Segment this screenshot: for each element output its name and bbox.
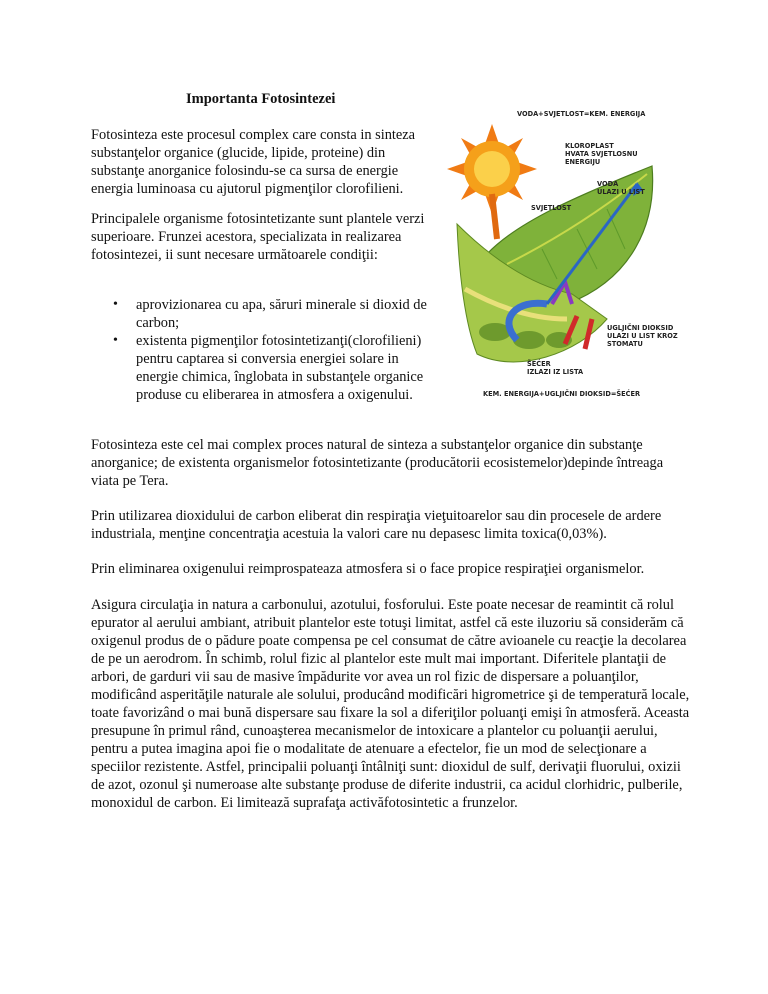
document-title: Importanta Fotosintezei <box>186 91 336 107</box>
diagram-footer: KEM. ENERGIJA+UGLJIČNI DIOKSID=ŠEĆER <box>483 390 641 398</box>
water-label: VODA <box>597 180 619 188</box>
diagram-svg <box>447 104 679 404</box>
organisms-paragraph: Principalele organisme fotosintetizante sunt plantele verzi superioare. Frunzei acestora, specializata in realizarea fotosintezei, ii sunt necesare următoarele condiţii: <box>91 211 425 263</box>
list-item: • aprovizionarea cu apa, săruri minerale si dioxid de carbon; <box>91 296 439 332</box>
photosynthesis-diagram <box>447 104 679 404</box>
sugar-label: IZLAZI IZ LISTA <box>527 368 584 376</box>
chloroplast-label: ENERGIJU <box>565 158 601 166</box>
chloroplast-label: KLOROPLAST <box>565 142 614 150</box>
diagram-header: VODA+SVJETLOST=KEM. ENERGIJA <box>517 110 646 118</box>
conditions-list <box>91 296 439 404</box>
sugar-label: ŠEĆER <box>527 360 551 368</box>
co2-label: STOMATU <box>607 340 643 348</box>
list-item: • existenta pigmenţilor fotosintetizanţi(clorofilieni) pentru captarea si conversia energiei solare in energie chimica, înglobata in substanţele organice produse cu eliberarea in atmosfera a oxigenului. <box>91 332 439 404</box>
carbon-dioxide-paragraph: Prin utilizarea dioxidului de carbon eliberat din respiraţia vieţuitoarelor sau din procesele de ardere industriala, menţine concentraţia acestuia la valori care nu depasesc limita toxica(0,03%). <box>91 508 662 542</box>
complex-process-paragraph: Fotosinteza este cel mai complex proces natural de sinteza a substanţelor organice din substanţe anorganice; de existenta organismelor fotosintetizante (producătorii ecosistemelor)depinde întreaga viata pe Tera. <box>91 437 664 489</box>
co2-label: ULAZI U LIST KROZ <box>607 332 678 340</box>
intro-paragraph: Fotosinteza este procesul complex care consta in sinteza substanţelor organice (glucide, lipide, proteine) din substanţe anorganice folosindu-se ca sursa de energie energia luminoasa cu ajutorul pigmenţilor clorofilieni. <box>91 127 416 197</box>
light-label: SVJETLOST <box>531 204 572 212</box>
water-label: ULAZI U LIST <box>597 188 645 196</box>
co2-label: UGLJIČNI DIOKSID <box>607 324 674 332</box>
chloroplast-label: HVATA SVJETLOSNU <box>565 150 638 158</box>
circulation-paragraph: Asigura circulaţia in natura a carbonului, azotului, fosforului. Este poate necesar de reamintit că rolul epurator al aerului ambiant, atribuit plantelor este totuşi limitat, astfel că este iluzoriu să considerăm că oxigenul produs de o pădure poate compensa pe cel consumat de către avioanele cu reacţie la decolarea de pe un aerodrom. În schimb, rolul fizic al plantelor este mult mai important. Diferitele plantaţii de arbori, de garduri vii sau de masive împădurite vor avea un rol fizic de dispersare a poluanţilor, modificând asperităţile naturale ale solului, producând modificări higrometrice şi de temperatură locale, toate favorizând o mai bună dispersare sau fixare la sol a diferiţilor poluanţi emişi în atmosferă. Aceasta presupune în primul rând, cunoaşterea mecanismelor de intoxicare a plantelor cu poluanţii aerului, pentru a putea imagina apoi fie o modalitate de atenuare a efectelor, fie un mod de selecţionare a speciilor rezistente. Astfel, principalii poluanţi întâlniţi sunt: dioxidul de sulf, derivaţii fluorului, oxizii de azot, ozonul şi numeroase alte substanţe produse de diferite industrii, ca acidul clorhidric, pulberile, monoxidul de carbon. Ei limitează suprafaţa activăfotosintetic a frunzelor. <box>91 597 690 811</box>
oxygen-paragraph: Prin eliminarea oxigenului reimprospateaza atmosfera si o face propice respiraţiei organismelor. <box>91 561 645 577</box>
